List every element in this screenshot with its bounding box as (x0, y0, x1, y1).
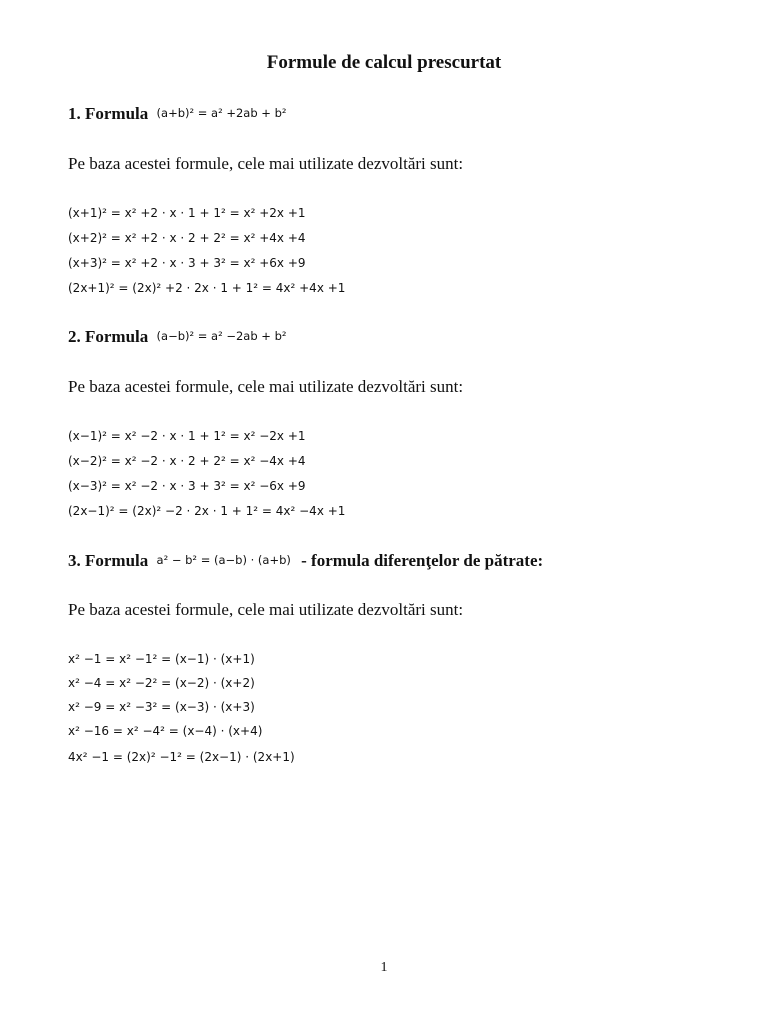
section-2-number: 2. (68, 327, 81, 346)
section-1-heading (68, 104, 293, 124)
section-1-label: Formula (85, 104, 149, 123)
section-3-formula: a² − b² = (a−b) · (a+b) (156, 553, 291, 567)
section-3-label: Formula (85, 551, 149, 570)
section-1-equation: (x+2)² = x² +2 · x · 2 + 2² = x² +4x +4 (68, 231, 306, 245)
section-3-number: 3. (68, 551, 81, 570)
section-1-equation: (2x+1)² = (2x)² +2 · 2x · 1 + 1² = 4x² +4x +1 (68, 281, 346, 295)
section-3-equation: x² −16 = x² −4² = (x−4) · (x+4) (68, 724, 263, 738)
section-2-equation: (x−1)² = x² −2 · x · 1 + 1² = x² −2x +1 (68, 429, 306, 443)
section-3-intro: Pe baza acestei formule, cele mai utilizate dezvoltări sunt: (68, 600, 464, 619)
page-number: 1 (380, 960, 388, 975)
section-3-equation: x² −1 = x² −1² = (x−1) · (x+1) (68, 652, 255, 666)
section-3-equation: 4x² −1 = (2x)² −1² = (2x−1) · (2x+1) (68, 750, 295, 764)
page-title: Formule de calcul prescurtat (266, 52, 502, 73)
section-3-tail: - formula diferenţelor de pătrate: (301, 551, 544, 570)
section-2-equation: (2x−1)² = (2x)² −2 · 2x · 1 + 1² = 4x² −4x +1 (68, 504, 346, 518)
section-2-equation: (x−2)² = x² −2 · x · 2 + 2² = x² −4x +4 (68, 454, 306, 468)
section-3-equation: x² −9 = x² −3² = (x−3) · (x+3) (68, 700, 255, 714)
section-2-intro: Pe baza acestei formule, cele mai utilizate dezvoltări sunt: (68, 377, 464, 396)
section-2-label: Formula (85, 327, 149, 346)
section-2-equation: (x−3)² = x² −2 · x · 3 + 3² = x² −6x +9 (68, 479, 306, 493)
section-1-equation: (x+3)² = x² +2 · x · 3 + 3² = x² +6x +9 (68, 256, 306, 270)
section-1-intro: Pe baza acestei formule, cele mai utilizate dezvoltări sunt: (68, 154, 464, 173)
section-2-heading (68, 327, 293, 347)
section-1-number: 1. (68, 104, 81, 123)
section-1-formula: (a+b)² = a² +2ab + b² (156, 106, 287, 120)
section-3-equation: x² −4 = x² −2² = (x−2) · (x+2) (68, 676, 255, 690)
section-1-equation: (x+1)² = x² +2 · x · 1 + 1² = x² +2x +1 (68, 206, 306, 220)
section-2-formula: (a−b)² = a² −2ab + b² (156, 329, 287, 343)
section-3-heading (68, 551, 543, 571)
